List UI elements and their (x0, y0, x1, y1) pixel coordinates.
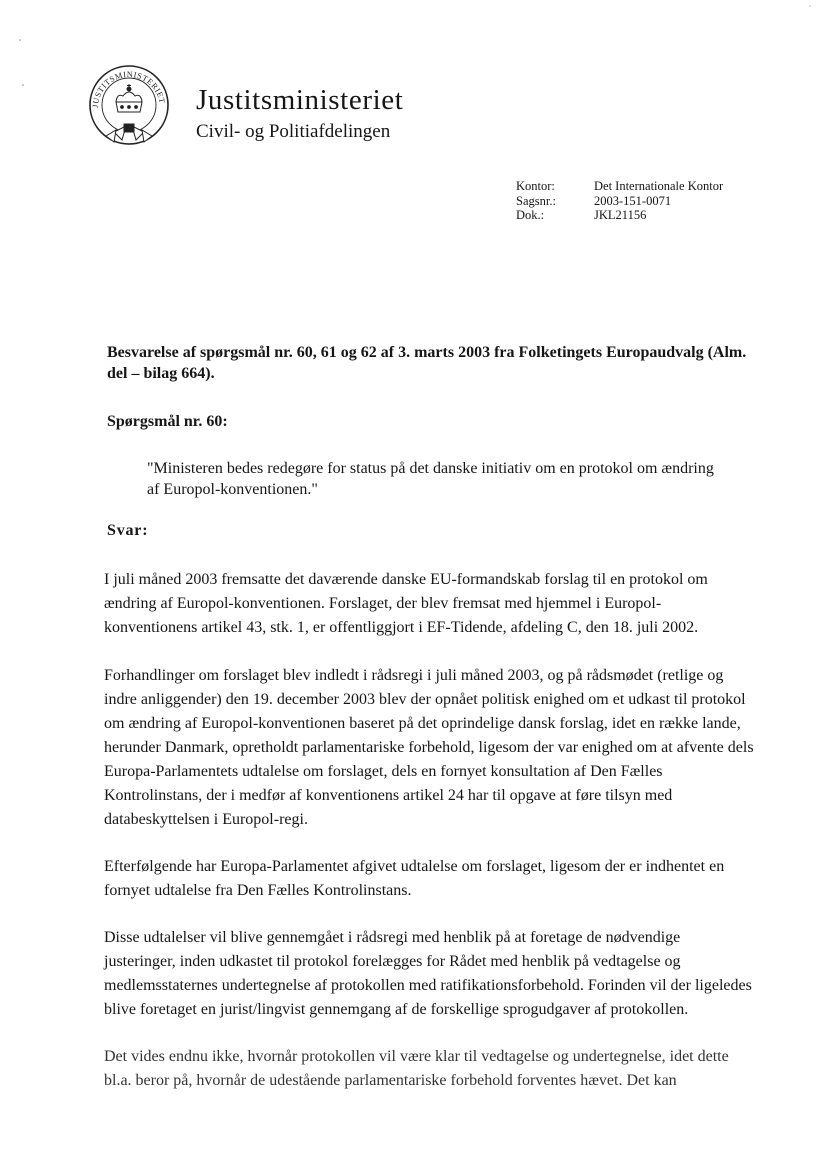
case-number-value: 2003-151-0071 (594, 193, 672, 208)
office-row (516, 179, 744, 194)
ministry-name: Justitsministeriet (196, 84, 404, 116)
answer-paragraph: Det vides endnu ikke, hvornår protokollen vil være klar til vedtagelse og undertegnelse, idet dette bl.a. beror på, hvornår de udestående parlamentariske forbehold forventes hævet. Det kan (104, 1048, 729, 1089)
document-id-row (516, 208, 744, 223)
subject-heading: Besvarelse af spørgsmål nr. 60, 61 og 62 af 3. marts 2003 fra Folketingets Europaudvalg (Alm. del – bilag 664). (107, 344, 747, 382)
question-heading: Spørgsmål nr. 60: (107, 413, 228, 430)
answer-paragraph: Efterfølgende har Europa-Parlamentet afgivet udtalelse om forslaget, ligesom der er indhentet en fornyet udtalelse fra Den Fælles Kontrolinstans. (104, 858, 725, 899)
ministry-seal-logo (86, 62, 172, 148)
office-label: Kontor: (516, 179, 555, 193)
answer-paragraph: Forhandlinger om forslaget blev indledt i rådsregi i juli måned 2003, og på rådsmødet (retlige og indre anliggender) den 19. december 2003 blev der opnået politisk enighed om et udkast til protokol om ændring af Europol-konventionen baseret på det oprindelige dansk forslag, idet en række lande, herunder Danmark, opretholdt parlamentariske forbehold, ligesom der var enighed om at afvente dels Europa-Parlamentets udtalelse om forslaget, dels en fornyet konsultation af Den Fælles Kontrolinstans, der i medfør af konventionens artikel 24 har til opgave at føre tilsyn med databeskyttelsen i Europol-regi. (104, 667, 754, 828)
case-number-row (516, 194, 744, 209)
document-id-label: Dok.: (516, 208, 545, 222)
answer-paragraph: I juli måned 2003 fremsatte det daværende danske EU-formandskab forslag til en protokol om ændring af Europol-konventionen. Forslaget, der blev fremsat med hjemmel i Europol-konventionens artikel 43, stk. 1, er offentliggjort i EF-Tidende, afdeling C, den 18. juli 2002. (104, 571, 708, 636)
document-id-value: JKL21156 (594, 208, 647, 222)
document-metadata (516, 179, 744, 223)
department-name: Civil- og Politiafdelingen (196, 121, 391, 142)
case-number-label: Sagsnr.: (516, 193, 556, 208)
crown-icon (116, 84, 142, 112)
answer-heading: Svar: (107, 522, 149, 539)
answer-paragraph: Disse udtalelser vil blive gennemgået i rådsregi med henblik på at foretage de nødvendige justeringer, inden udkastet til protokol forelægges for Rådet med henblik på vedtagelse og medlemsstaternes undertegnelse af protokollen med ratifikationsforbehold. Forinden vil der ligeledes blive foretaget en jurist/lingvist gennemgang af de forskellige sprogudgaver af protokollen. (104, 929, 752, 1018)
svg-text:JUSTITSMINISTERIET: JUSTITSMINISTERIET (90, 69, 167, 109)
question-quote: "Ministeren bedes redegøre for status på det danske initiativ om en protokol om ændring af Europol-konventionen." (147, 460, 714, 498)
office-value: Det Internationale Kontor (594, 179, 724, 193)
